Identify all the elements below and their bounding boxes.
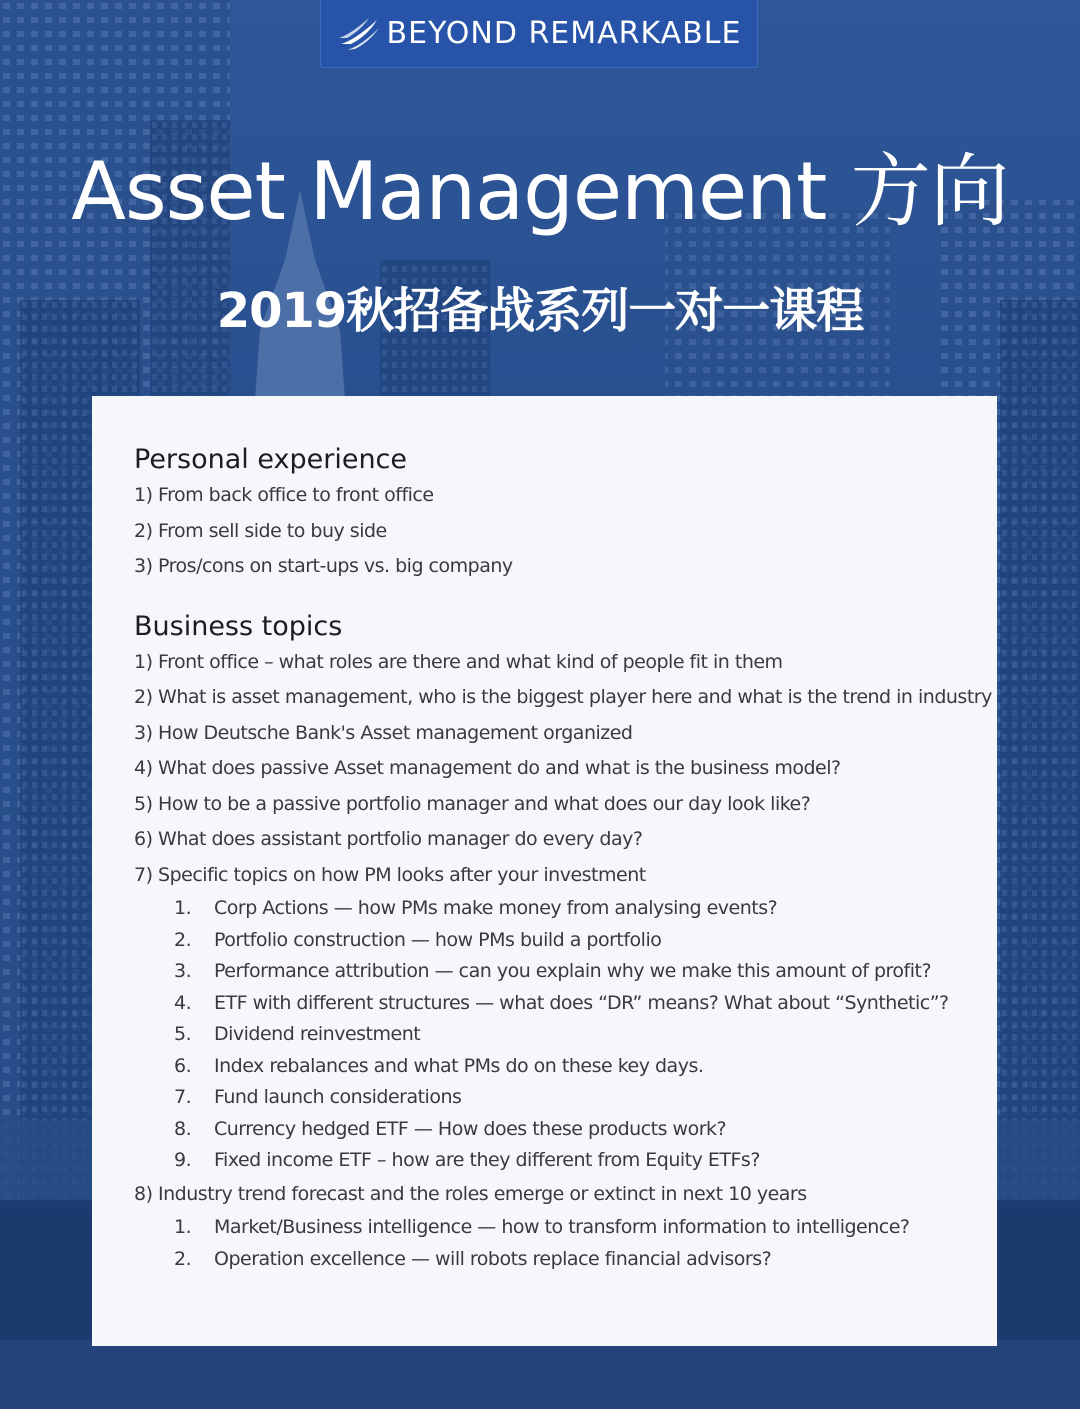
page-title: Asset Management 方向 xyxy=(71,145,1009,238)
sub-item-number: 1. xyxy=(174,1216,192,1238)
sub-list-item xyxy=(134,956,997,988)
sub-item-number: 7. xyxy=(174,1086,192,1108)
list-item: 3) How Deutsche Bank's Asset management organized xyxy=(134,721,633,744)
list-item: 1) From back office to front office xyxy=(134,484,434,506)
sub-list-item xyxy=(134,893,997,925)
sub-item-text: Fixed income ETF – how are they different from Equity ETFs? xyxy=(214,1149,760,1171)
sub-list-item xyxy=(134,1114,997,1146)
sub-item-text: Corp Actions — how PMs make money from analysing events? xyxy=(214,897,778,919)
sub-item-text: Index rebalances and what PMs do on these key days. xyxy=(214,1054,704,1077)
brand-logo xyxy=(320,0,758,68)
sub-list-item xyxy=(134,1212,997,1244)
sub-item-text: Market/Business intelligence — how to transform information to intelligence? xyxy=(214,1216,910,1238)
list-item: 1) Front office – what roles are there and what kind of people fit in them xyxy=(134,650,783,673)
sub-item-number: 1. xyxy=(174,897,192,919)
sub-list-item xyxy=(134,1082,997,1114)
sub-item-text: Portfolio construction — how PMs build a portfolio xyxy=(214,928,662,951)
brand-name: BEYOND REMARKABLE xyxy=(386,16,742,51)
sub-item-number: 6. xyxy=(174,1054,192,1077)
sub-list-item xyxy=(134,925,997,957)
sub-list-item xyxy=(134,988,997,1020)
sub-item-text: Currency hedged ETF — How does these products work? xyxy=(214,1117,727,1140)
sub-item-text: Operation excellence — will robots replace financial advisors? xyxy=(214,1247,772,1270)
page-subtitle: 2019秋招备战系列一对一课程 xyxy=(216,283,864,339)
sub-item-number: 5. xyxy=(174,1023,192,1045)
wing-logo-icon xyxy=(337,14,381,54)
sub-item-text: Performance attribution — can you explain why we make this amount of profit? xyxy=(214,960,932,982)
list-item: 8) Industry trend forecast and the roles emerge or extinct in next 10 years xyxy=(134,1182,807,1205)
list-item: 5) How to be a passive portfolio manager and what does our day look like? xyxy=(134,792,811,815)
content-card xyxy=(92,396,997,1346)
sub-item-text: Dividend reinvestment xyxy=(214,1023,421,1045)
sub-item-number: 3. xyxy=(174,960,192,982)
sub-item-number: 2. xyxy=(174,928,192,951)
sub-item-number: 2. xyxy=(174,1247,192,1270)
section-heading-business: Business topics xyxy=(134,610,343,642)
sub-item-number: 8. xyxy=(174,1117,192,1140)
sub-list-item xyxy=(134,1145,997,1177)
sub-list-item xyxy=(134,1244,997,1276)
list-item: 3) Pros/cons on start-ups vs. big company xyxy=(134,555,513,577)
sub-item-text: ETF with different structures — what does “DR” means? What about “Synthetic”? xyxy=(214,991,949,1014)
list-item: 6) What does assistant portfolio manager do every day? xyxy=(134,828,643,850)
sub-list-item xyxy=(134,1019,997,1051)
sub-list-item xyxy=(134,1051,997,1083)
sub-item-number: 4. xyxy=(174,991,192,1014)
list-item: 7) Specific topics on how PM looks after your investment xyxy=(134,863,646,886)
list-item: 2) What is asset management, who is the biggest player here and what is the trend in industry xyxy=(134,686,992,708)
sub-item-text: Fund launch considerations xyxy=(214,1086,462,1108)
list-item: 2) From sell side to buy side xyxy=(134,519,387,542)
list-item: 4) What does passive Asset management do and what is the business model? xyxy=(134,757,841,779)
section-heading-personal: Personal experience xyxy=(134,444,408,475)
sub-item-number: 9. xyxy=(174,1149,192,1171)
